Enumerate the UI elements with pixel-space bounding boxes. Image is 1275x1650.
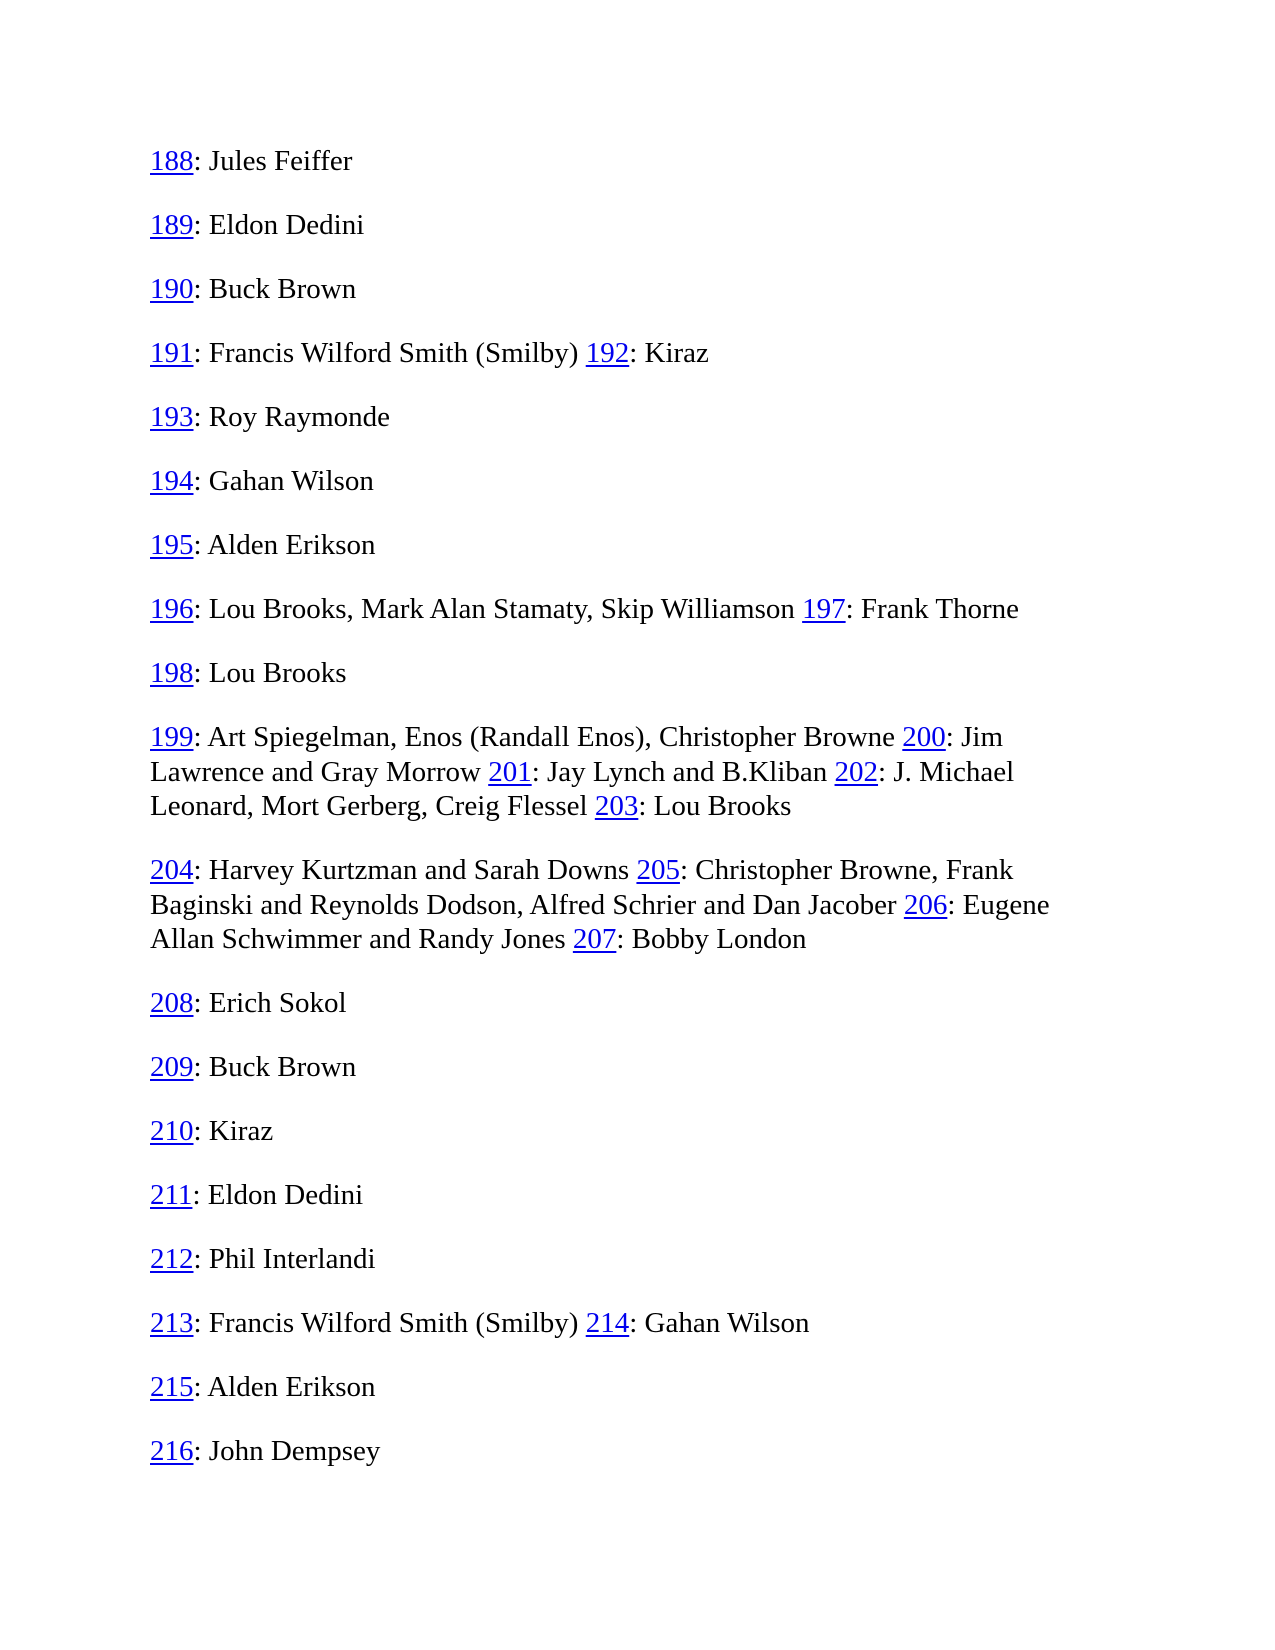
credit-entry [150,464,1110,499]
credit-text: : Frank Thorne [845,593,1020,625]
page-link[interactable]: 211 [150,1179,193,1211]
credit-entry [150,1306,1110,1341]
credit-entry [150,400,1110,435]
credit-text: : Roy Raymonde [193,401,391,433]
credit-text: : John Dempsey [193,1435,381,1467]
credit-text: : Erich Sokol [193,987,347,1019]
credit-text: : Bobby London [616,923,807,955]
credit-text: : Gahan Wilson [629,1307,810,1339]
page-link[interactable]: 200 [902,721,946,753]
credit-text: : Francis Wilford Smith (Smilby) [193,1307,586,1339]
page-link[interactable]: 199 [150,721,194,753]
credit-entry [150,1242,1110,1277]
credit-entry [150,1434,1110,1469]
page-link[interactable]: 196 [150,593,194,625]
credit-text: : Gahan Wilson [193,465,374,497]
page-link[interactable]: 216 [150,1435,194,1467]
credit-entry [150,208,1110,243]
page-link[interactable]: 215 [150,1371,194,1403]
credit-text: : Alden Erikson [193,1371,376,1403]
credit-entry [150,986,1110,1021]
credit-text: : J. Michael Leonard, Mort Gerberg, Creig Flessel [150,755,1015,822]
page-link[interactable]: 203 [594,790,639,822]
page-link[interactable]: 191 [150,337,194,369]
credit-text: : Jules Feiffer [193,145,353,177]
page-link[interactable]: 214 [585,1307,630,1339]
document-body [150,144,1110,1498]
page-link[interactable]: 208 [150,987,194,1019]
credit-text: : Jim Lawrence and Gray Morrow [150,721,1004,788]
page-link[interactable]: 190 [150,273,194,305]
page-link[interactable]: 205 [636,854,680,886]
credit-text: : Lou Brooks [193,657,347,689]
credit-text: : Phil Interlandi [193,1243,376,1275]
page-link[interactable]: 213 [150,1307,194,1339]
credit-entry [150,336,1110,371]
credit-text: : Buck Brown [193,273,357,305]
page-link[interactable]: 204 [150,854,194,886]
page-link[interactable]: 198 [150,657,194,689]
credit-text: : Jay Lynch and B.Kliban [531,755,835,788]
page-link[interactable]: 202 [834,755,879,788]
credit-text: : Lou Brooks, Mark Alan Stamaty, Skip Williamson [193,593,803,625]
credit-text: : Kiraz [629,337,709,369]
credit-entry [150,1114,1110,1149]
credit-text: : Kiraz [193,1115,274,1147]
credit-entry [150,1178,1110,1213]
credit-text: : Eldon Dedini [192,1179,364,1211]
page-link[interactable]: 206 [903,888,948,921]
page-link[interactable]: 192 [585,337,630,369]
page-link[interactable]: 195 [150,529,194,561]
page-link[interactable]: 197 [802,593,846,625]
page-link[interactable]: 189 [150,209,194,241]
page-link[interactable]: 207 [572,923,617,955]
credit-text: : Eugene Allan Schwimmer and Randy Jones [150,888,1050,955]
credit-text: : Buck Brown [193,1051,357,1083]
page-link[interactable]: 210 [150,1115,194,1147]
credit-text: : Lou Brooks [638,790,792,822]
credit-text: : Harvey Kurtzman and Sarah Downs [193,854,637,886]
credit-text: : Christopher Browne, Frank Baginski and Reynolds Dodson, Alfred Schrier and Dan Jacober [150,854,1014,921]
credit-entry [150,1370,1110,1405]
credit-text: : Art Spiegelman, Enos (Randall Enos), Christopher Browne [193,721,903,753]
credit-entry [150,528,1110,563]
credit-entry [150,144,1110,179]
page-link[interactable]: 209 [150,1051,194,1083]
page-link[interactable]: 201 [488,755,532,788]
credit-entry [150,592,1110,627]
page-link[interactable]: 193 [150,401,194,433]
credit-entry [150,656,1110,691]
page-link[interactable]: 212 [150,1243,194,1275]
credit-text: : Eldon Dedini [193,209,365,241]
page-link[interactable]: 194 [150,465,194,497]
credit-entry [150,272,1110,307]
credit-entry [150,853,1110,957]
credit-entry [150,720,1110,824]
credit-entry [150,1050,1110,1085]
credit-text: : Francis Wilford Smith (Smilby) [193,337,586,369]
credit-text: : Alden Erikson [193,529,376,561]
page-link[interactable]: 188 [150,145,194,177]
